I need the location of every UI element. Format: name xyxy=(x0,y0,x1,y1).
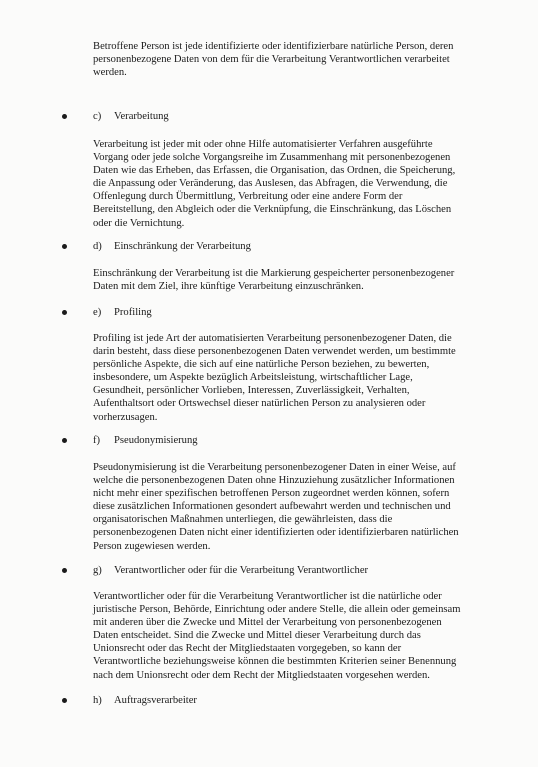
section-e-paragraph: Profiling ist jede Art der automatisierten Verarbeitung personenbezogener Daten, die darin besteht, dass diese personenbezogenen Daten verwendet werden, um bestimmte persönliche Aspekte, die sich auf eine natürliche Person beziehen, zu bewerten, insbesondere, um Aspekte bezüglich Arbeitsleistung, wirtschaftlicher Lage, Gesundheit, persönlicher Vorlieben, Interessen, Zuverlässigkeit, Verhalten, Aufenthaltsort oder Ortswechsel dieser natürlichen Person zu analysieren oder vorherzusagen. xyxy=(93,333,456,423)
intro-paragraph: Betroffene Person ist jede identifizierte oder identifizierbare natürliche Person, deren personenbezogene Daten von dem für die Verarbeitung Verantwortlichen verarbeitet werden. xyxy=(93,41,454,79)
section-f-paragraph: Pseudonymisierung ist die Verarbeitung personenbezogener Daten in einer Weise, auf welche die personenbezogenen Daten ohne Hinzuziehung zusätzlicher Informationen nicht mehr einer spezifischen betroffenen Person zugeordnet werden können, sofern diese zusätzlichen Informationen gesondert aufbewahrt werden und technischen und organisatorischen Maßnahmen unterliegen, die gewährleisten, dass die personenbezogenen Daten nicht einer identifizierten oder identifizierbaren natürlichen Person zugewiesen werden. xyxy=(93,462,459,552)
section-title: Verantwortlicher oder für die Verarbeitung Verantwortlicher xyxy=(114,565,369,576)
section-letter: f) xyxy=(93,435,101,446)
bullet-icon xyxy=(62,244,67,249)
section-letter: c) xyxy=(93,111,102,122)
bullet-icon xyxy=(62,698,67,703)
section-letter: d) xyxy=(93,241,102,252)
section-title: Auftragsverarbeiter xyxy=(114,695,197,706)
section-title: Pseudonymisierung xyxy=(114,435,198,446)
section-letter: h) xyxy=(93,695,102,706)
bullet-icon xyxy=(62,568,67,573)
section-title: Profiling xyxy=(114,307,152,318)
section-c-paragraph: Verarbeitung ist jeder mit oder ohne Hilfe automatisierter Verfahren ausgeführte Vorgang oder jede solche Vorgangsreihe im Zusammenhang mit personenbezogenen Daten wie das Erheben, das Erfassen, die Organisation, das Ordnen, die Speicherung, die Anpassung oder Veränderung, das Auslesen, das Abfragen, die Verwendung, die Offenlegung durch Übermittlung, Verbreitung oder eine andere Form der Bereitstellung, den Abgleich oder die Verknüpfung, die Einschränkung, das Löschen oder die Vernichtung. xyxy=(93,139,456,229)
section-g-paragraph: Verantwortlicher oder für die Verarbeitung Verantwortlicher ist die natürliche oder juristische Person, Behörde, Einrichtung oder andere Stelle, die allein oder gemeinsam mit anderen über die Zwecke und Mittel der Verarbeitung von personenbezogenen Daten entscheidet. Sind die Zwecke und Mittel dieser Verarbeitung durch das Unionsrecht oder das Recht der Mitgliedstaaten vorgegeben, so kann der Verantwortliche beziehungsweise können die bestimmten Kriterien seiner Benennung nach dem Unionsrecht oder dem Recht der Mitgliedstaaten vorgesehen werden. xyxy=(93,591,461,681)
bullet-icon xyxy=(62,114,67,119)
bullet-icon xyxy=(62,438,67,443)
section-title: Einschränkung der Verarbeitung xyxy=(114,241,251,252)
section-d-paragraph: Einschränkung der Verarbeitung ist die Markierung gespeicherter personenbezogener Daten mit dem Ziel, ihre künftige Verarbeitung einzuschränken. xyxy=(93,268,455,293)
section-title: Verarbeitung xyxy=(114,111,169,122)
section-letter: g) xyxy=(93,565,102,576)
section-letter: e) xyxy=(93,307,102,318)
bullet-icon xyxy=(62,310,67,315)
